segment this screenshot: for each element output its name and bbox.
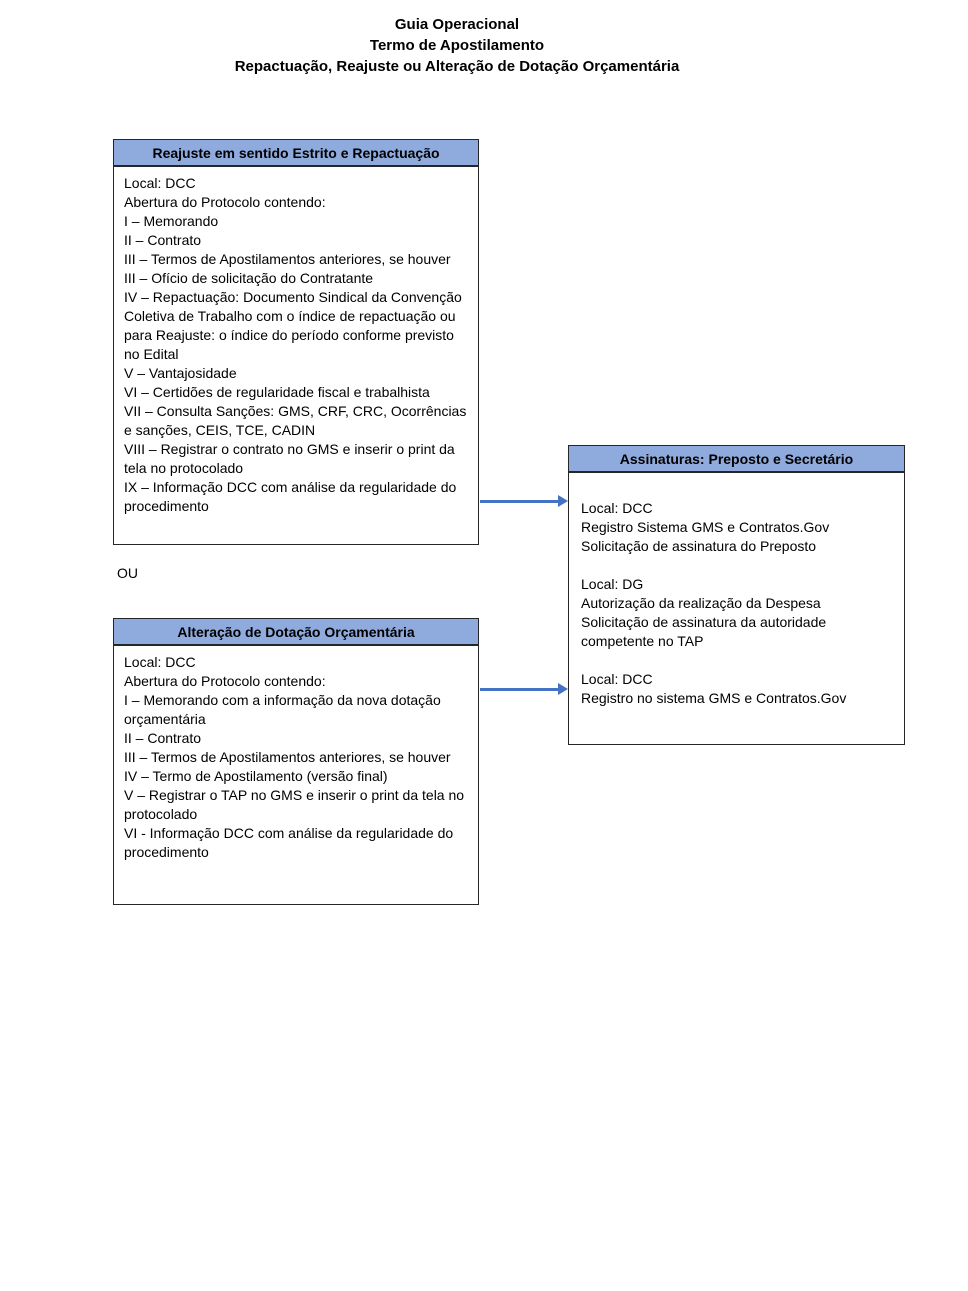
list-item: Local: DG [581,576,644,592]
list-item: Local: DCC [581,500,653,516]
list-item: Registro Sistema GMS e Contratos.Gov [581,519,830,535]
box-body-reajuste [114,167,478,522]
box-header-alteracao: Alteração de Dotação Orçamentária [114,619,478,646]
list-item: Registro no sistema GMS e Contratos.Gov [581,690,847,706]
list-item: Local: DCC [581,671,653,687]
title-line-1: Guia Operacional [394,16,520,33]
flow-box-reajuste-repactuacao [113,139,479,545]
list-item: II – Contrato [124,730,202,746]
list-item: Autorização da realização da Despesa [581,595,821,611]
box-body-assinaturas [569,473,904,714]
arrow-alteracao-to-assinaturas [480,688,558,691]
assinaturas-paragraph-dg-autorizacao [581,575,894,651]
list-item: VI - Informação DCC com análise da regularidade do procedimento [124,825,454,860]
box-header-reajuste: Reajuste em sentido Estrito e Repactuação [114,140,478,167]
list-item: I – Memorando [124,213,219,229]
list-item: Solicitação de assinatura da autoridade competente no TAP [581,614,827,649]
list-item: Local: DCC [124,654,196,670]
list-item: Local: DCC [124,175,196,191]
title-line-2: Termo de Apostilamento [369,37,545,54]
list-item: Abertura do Protocolo contendo: [124,673,326,689]
list-item: III – Termos de Apostilamentos anteriores, se houver [124,749,451,765]
list-item: IV – Termo de Apostilamento (versão final) [124,768,388,784]
assinaturas-paragraph-dcc-registro-final [581,670,894,708]
list-item: V – Vantajosidade [124,365,237,381]
list-item: II – Contrato [124,232,202,248]
list-item: Abertura do Protocolo contendo: [124,194,326,210]
flow-box-alteracao-dotacao [113,618,479,905]
box-body-alteracao [114,646,478,868]
title-line-3: Repactuação, Reajuste ou Alteração de Dotação Orçamentária [234,58,680,75]
list-item: I – Memorando com a informação da nova dotação orçamentária [124,692,441,727]
list-item: III – Termos de Apostilamentos anteriores, se houver [124,251,451,267]
assinaturas-paragraph-dcc-registro [581,499,894,556]
ou-connector-label: OU [117,565,138,581]
list-item: Solicitação de assinatura do Preposto [581,538,817,554]
list-item: VI – Certidões de regularidade fiscal e trabalhista [124,384,430,400]
list-item: VII – Consulta Sanções: GMS, CRF, CRC, Ocorrências e sanções, CEIS, TCE, CADIN [124,403,467,438]
arrow-reajuste-to-assinaturas [480,500,558,503]
list-item: V – Registrar o TAP no GMS e inserir o print da tela no protocolado [124,787,465,822]
list-item: VIII – Registrar o contrato no GMS e inserir o print da tela no protocolado [124,441,455,476]
list-item: IV – Repactuação: Documento Sindical da Convenção Coletiva de Trabalho com o índice de repactuação ou para Reajuste: o índice do período conforme previsto no Edital [124,289,462,362]
box-header-assinaturas: Assinaturas: Preposto e Secretário [569,446,904,473]
flow-box-assinaturas [568,445,905,745]
page-title [0,14,914,77]
list-item: IX – Informação DCC com análise da regularidade do procedimento [124,479,457,514]
list-item: III – Ofício de solicitação do Contratante [124,270,374,286]
